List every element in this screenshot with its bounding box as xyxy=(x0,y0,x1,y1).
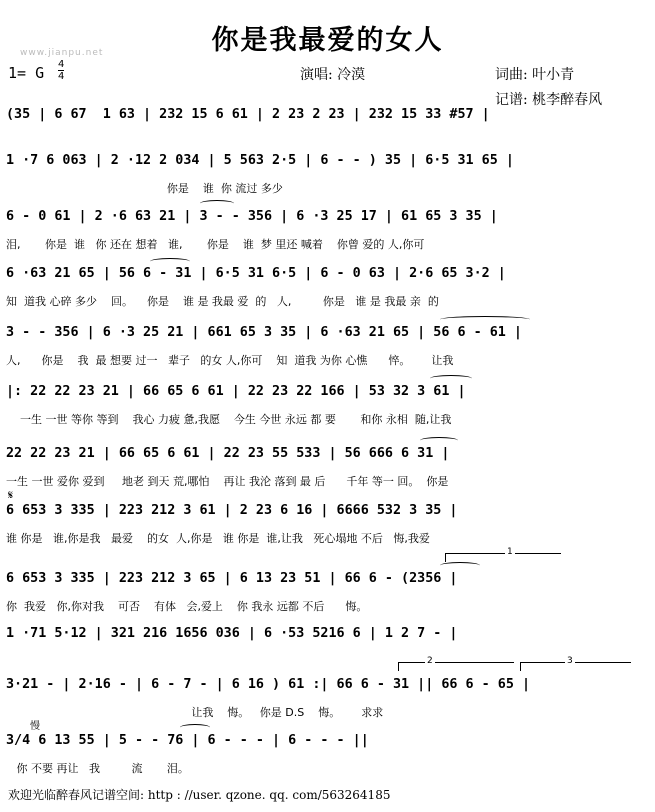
lyrics-line-8: 谁 你是 谁,你是我 最爱 的女 人,你是 谁 你是 谁,让我 死心塌地 不后 悔,我爱 xyxy=(6,532,430,545)
tie-slur xyxy=(420,437,458,444)
footer-text: 欢迎光临醉春风记谱空间: http : //user. qzone. qq. com/563264185 xyxy=(8,788,391,802)
lyrics-line-2: 你是 谁 你 流过 多少 xyxy=(6,182,283,195)
volta-bracket-2 xyxy=(398,662,514,671)
time-signature xyxy=(58,59,64,82)
notation-line-12: 3/4 6 13 55 | 5 - - 76 | 6 - - - | 6 - - - || xyxy=(6,733,369,748)
tie-slur xyxy=(150,258,190,265)
notation-line-6: |: 22 22 23 21 | 66 65 6 61 | 22 23 22 166 | 53 32 3 61 | xyxy=(6,384,466,399)
singer-credit: 演唱: 冷漠 xyxy=(300,67,366,83)
notation-line-3: 6 - 0 61 | 2 ·6 63 21 | 3 - - 356 | 6 ·3 25 17 | 61 65 3 35 | xyxy=(6,209,498,224)
tie-slur xyxy=(430,375,472,382)
tie-slur xyxy=(180,724,210,731)
volta-number-2: 2 xyxy=(427,656,433,666)
watermark: www.jianpu.net xyxy=(20,48,104,58)
notation-line-5: 3 - - 356 | 6 ·3 25 21 | 661 65 3 35 | 6 ·63 21 65 | 56 6 - 61 | xyxy=(6,325,522,340)
lyrics-line-4: 知 道我 心碎 多少 回。 你是 谁 是 我最 爱 的 人, 你是 谁 是 我最 亲 的 xyxy=(6,295,439,308)
lyrics-line-3: 泪, 你是 谁 你 还在 想着 谁, 你是 谁 梦 里还 喊着 你曾 爱的 人,你可 xyxy=(6,238,425,251)
lyrics-line-11: 让我 悔。 你是 D.S 悔。 求求 xyxy=(6,706,384,719)
tie-slur xyxy=(440,316,530,323)
time-signature-top: 4 xyxy=(58,59,65,70)
notation-line-11: 3·21 - | 2·16 - | 6 - 7 - | 6 16 ) 61 :| 66 6 - 31 || 66 6 - 65 | xyxy=(6,677,531,692)
lyrics-line-7: 一生 一世 爱你 爱到 地老 到天 荒,哪怕 再让 我沦 落到 最 后 千年 等一 回。 你是 xyxy=(6,475,449,488)
volta-bracket-3 xyxy=(520,662,631,671)
composer-credit: 词曲: 叶小青 xyxy=(495,67,575,83)
volta-bracket-1 xyxy=(445,553,561,562)
volta-number-3: 3 xyxy=(567,656,573,666)
notation-line-8: 6 653 3 335 | 223 212 3 61 | 2 23 6 16 | 6666 532 3 35 | xyxy=(6,503,458,518)
lyrics-line-12: 你 不要 再让 我 流 泪。 xyxy=(6,762,189,775)
lyrics-line-5: 人, 你是 我 最 想要 过一 辈子 的女 人,你可 知 道我 为你 心憔 悴。 让我 xyxy=(6,354,454,367)
segno-sign: 𝄋 xyxy=(8,488,14,502)
notation-line-7: 22 22 23 21 | 66 65 6 61 | 22 23 55 533 | 56 666 6 31 | xyxy=(6,446,450,461)
lyrics-line-6: 一生 一世 等你 等到 我心 力疲 惫,我愿 今生 今世 永远 都 要 和你 永相 随,让我 xyxy=(6,413,452,426)
tie-slur xyxy=(440,562,480,569)
notation-line-1: (35 | 6 67 1 63 | 232 15 6 61 | 2 23 2 23 | 232 15 33 #57 | xyxy=(6,107,490,122)
tie-slur xyxy=(200,200,234,207)
key-signature: 1= G xyxy=(8,64,45,82)
tempo-mark: 慢 xyxy=(30,721,40,732)
time-signature-bottom: 4 xyxy=(58,71,65,82)
lyrics-line-9: 你 我爱 你,你对我 可否 有体 会,爱上 你 我永 远都 不后 悔。 xyxy=(6,600,368,613)
notation-line-4: 6 ·63 21 65 | 56 6 - 31 | 6·5 31 6·5 | 6 - 0 63 | 2·6 65 3·2 | xyxy=(6,266,506,281)
notation-line-2: 1 ·7 6 063 | 2 ·12 2 034 | 5 563 2·5 | 6 - - ) 35 | 6·5 31 65 | xyxy=(6,153,514,168)
volta-number-1: 1 xyxy=(507,547,513,557)
song-title: 你是我最爱的女人 xyxy=(211,25,444,56)
notation-line-9: 6 653 3 335 | 223 212 3 65 | 6 13 23 51 | 66 6 - (2356 | xyxy=(6,571,458,586)
notation-line-10: 1 ·71 5·12 | 321 216 1656 036 | 6 ·53 5216 6 | 1 2 7 - | xyxy=(6,626,458,641)
transcriber-credit: 记谱: 桃李醉春风 xyxy=(495,92,603,108)
